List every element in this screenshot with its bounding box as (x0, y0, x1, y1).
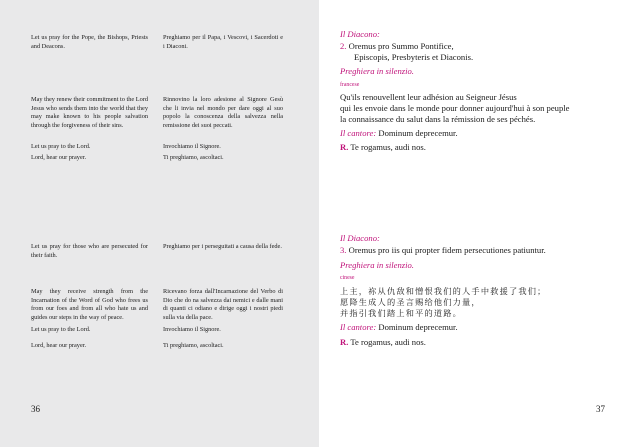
english-text: May they renew their commitment to the Lord Jesus who sends them into the world that they may make known to his people salvation through the forgiveness of their sins. (31, 96, 148, 129)
vernacular-line: 上主，祢从仇敌和憎恨我们的人手中救援了我们； (340, 286, 547, 296)
english-text: Lord, hear our prayer. (31, 154, 87, 161)
response-symbol: R. (340, 337, 349, 347)
cantor-label: Il cantore: (340, 322, 377, 332)
latin-intention (340, 245, 546, 256)
english-text: Let us pray to the Lord. (31, 326, 91, 333)
silence-rubric: Preghiera in silenzio. (340, 260, 414, 270)
italian-text: Preghiamo per il Papa, i Vescovi, i Sacerdoti e i Diaconi. (163, 34, 283, 50)
italian-text: Ti preghiamo, ascoltaci. (163, 154, 224, 161)
italian-text: Preghiamo per i perseguitati a causa della fede. (163, 243, 282, 250)
speaker-label: Il Diacono: (340, 233, 380, 243)
italian-text: Invochiamo il Signore. (163, 326, 221, 333)
language-label: francese (340, 82, 360, 88)
italian-text: Ricevano forza dall'Incarnazione del Verbo di Dio che do na salvezza dai nemici e dalle mani di quanti ci odiano e dirige oggi i nostri piedi sulla via della pace. (163, 288, 283, 321)
response-text: Te rogamus, audi nos. (350, 337, 426, 347)
vernacular-line: 并指引我们踏上和平的道路。 (340, 308, 463, 318)
english-text: May they receive strength from the Incarnation of the Word of God who frees us from our foes and from all who hate us and guides our steps in the way of peace. (31, 288, 148, 321)
latin-line: Oremus pro Summo Pontifice, (348, 41, 454, 51)
latin-intention (340, 41, 454, 52)
vernacular-line: la connaissance du salut dans la rémission de ses péchés. (340, 114, 536, 124)
cantor-line (340, 322, 458, 333)
response-line (340, 142, 426, 153)
vernacular-line: Qu'ils renouvellent leur adhésion au Seigneur Jésus (340, 92, 517, 102)
page-number: 37 (596, 404, 605, 414)
cantor-label: Il cantore: (340, 128, 377, 138)
vernacular-line: 愿降生成人的圣言赐给他们力量， (340, 297, 481, 307)
english-text: Let us pray for the Pope, the Bishops, Priests and Deacons. (31, 34, 148, 50)
response-line (340, 337, 426, 348)
intention-number: 2. (340, 41, 347, 51)
english-text: Let us pray for those who are persecuted for their faith. (31, 243, 148, 259)
cantor-line (340, 128, 458, 139)
vernacular-line: qui les envoie dans le monde pour donner aujourd'hui à son peuple (340, 103, 570, 113)
response-text: Te rogamus, audi nos. (350, 142, 426, 152)
italian-text: Ti preghiamo, ascoltaci. (163, 342, 224, 349)
intention-number: 3. (340, 245, 347, 255)
language-label: cinese (340, 275, 355, 281)
latin-line: Episcopis, Presbyteris et Diaconis. (354, 52, 474, 62)
italian-text: Invochiamo il Signore. (163, 143, 221, 150)
silence-rubric: Preghiera in silenzio. (340, 66, 414, 76)
page-number: 36 (31, 404, 40, 414)
english-text: Let us pray to the Lord. (31, 143, 91, 150)
speaker-label: Il Diacono: (340, 29, 380, 39)
italian-text: Rinnovino la loro adesione al Signore Gesù che li invia nel mondo per dare oggi al suo popolo la conoscenza della salvezza nella remissione dei suoi peccati. (163, 96, 283, 129)
cantor-text: Dominum deprecemur. (378, 128, 458, 138)
english-text: Lord, hear our prayer. (31, 342, 87, 349)
response-symbol: R. (340, 142, 349, 152)
latin-line: Oremus pro iis qui propter fidem persecutiones patiuntur. (348, 245, 546, 255)
cantor-text: Dominum deprecemur. (378, 322, 458, 332)
